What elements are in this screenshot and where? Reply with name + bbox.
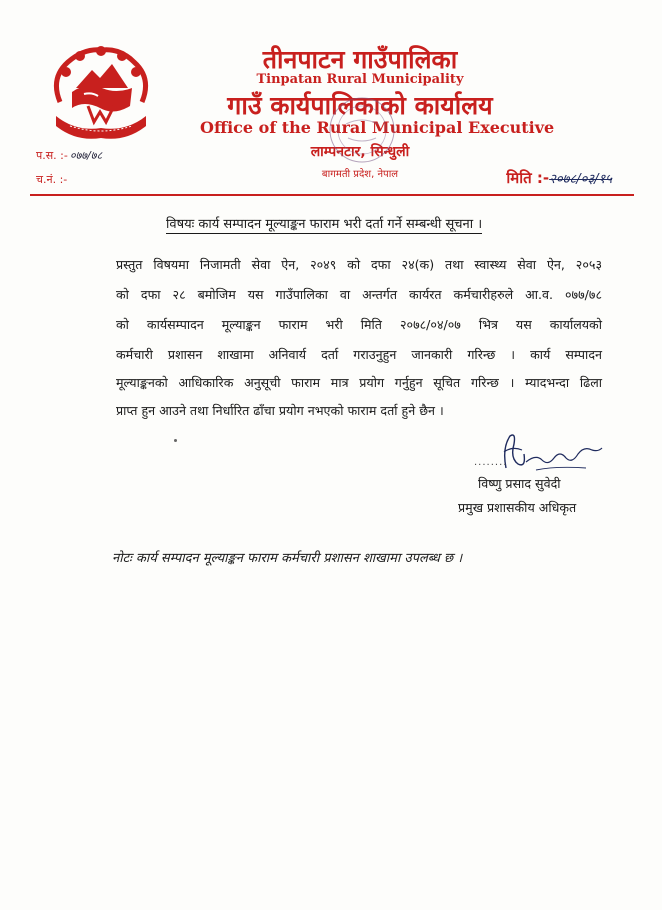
- letterhead-divider: [30, 194, 634, 196]
- reference-number: [36, 148, 102, 163]
- subject-text: विषयः कार्य सम्पादन मूल्याङ्कन फाराम भरी दर्ता गर्ने सम्बन्धी सूचना ।: [166, 217, 483, 232]
- reference-number-label: प.स. :-: [36, 149, 68, 162]
- office-name-np: गाउँ कार्यपालिकाको कार्यालय: [227, 91, 493, 120]
- signatory-title: प्रमुख प्रशासकीय अधिकृत: [458, 500, 577, 515]
- date-value: २०७८/०३/१५: [549, 172, 612, 187]
- signature-dotted-line: ........: [474, 457, 508, 468]
- dispatch-number: [36, 172, 69, 187]
- body-line: प्राप्त हुन आउने तथा निर्धारित ढाँचा प्रयोग नभएको फाराम दर्ता हुने छैन ।: [116, 403, 444, 418]
- body-line: को दफा २८ बमोजिम यस गाउँपालिका वा अन्तर्गत कार्यरत कर्मचारीहरुले आ.व. ०७७/७८: [116, 287, 602, 302]
- office-seal-stamp-icon: [326, 94, 398, 166]
- reference-number-value: ०७७/७८: [69, 149, 103, 162]
- office-name-en: Office of the Rural Municipal Executive: [200, 118, 555, 137]
- body-line: कर्मचारी प्रशासन शाखामा अनिवार्य दर्ता गराउनुहुन जानकारी गरिन्छ । कार्य सम्पादन: [116, 347, 602, 362]
- handwritten-signature-icon: [476, 430, 606, 480]
- province-np: बागमती प्रदेश, नेपाल: [321, 169, 399, 180]
- nepal-emblem-icon: [42, 42, 160, 146]
- footnote: नोटः कार्य सम्पादन मूल्याङ्कन फाराम कर्मचारी प्रशासन शाखामा उपलब्ध छ ।: [112, 551, 463, 566]
- address-np: लाम्पनटार, सिन्धुली: [310, 144, 410, 160]
- body-line: को कार्यसम्पादन मूल्याङ्कन फाराम भरी मिति २०७८/०४/०७ भित्र यस कार्यालयको: [116, 317, 602, 332]
- municipality-name-np: तीनपाटन गाउँपालिका: [262, 45, 458, 74]
- municipality-name-en: Tinpatan Rural Municipality: [256, 72, 464, 87]
- date-label: मिति :-: [506, 169, 550, 187]
- body-line: प्रस्तुत विषयमा निजामती सेवा ऐन, २०४९ को दफा २४(क) तथा स्वास्थ्य सेवा ऐन, २०५३: [116, 257, 602, 272]
- subject-line: [166, 214, 482, 232]
- date: [506, 168, 612, 188]
- scan-speck: [174, 439, 177, 442]
- body-line: मूल्याङ्कनको आधिकारिक अनुसूची फाराम मात्र प्रयोग गर्नुहुन सूचित गरिन्छ । म्यादभन्दा ढिला: [116, 375, 602, 390]
- signatory-name: विष्णु प्रसाद सुवेदी: [478, 476, 561, 491]
- dispatch-number-label: च.नं. :-: [36, 173, 68, 186]
